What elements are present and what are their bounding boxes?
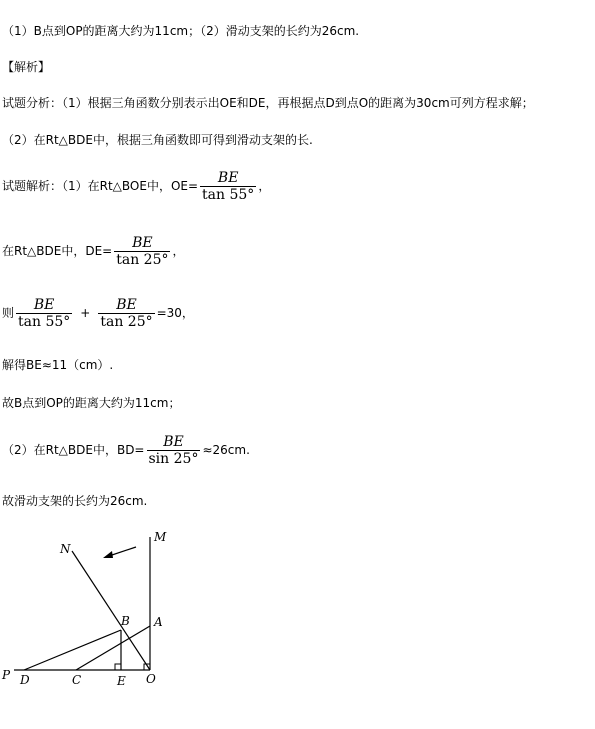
step2-prefix: 在Rt△BDE中，DE= bbox=[2, 244, 113, 258]
label-p: P bbox=[2, 668, 11, 682]
step2-numerator: BE bbox=[114, 235, 170, 252]
analysis-line-1: 试题分析：（1）根据三角函数分别表示出OE和DE，再根据点D到点O的距离为30cm可列方程求解； bbox=[2, 96, 534, 110]
step1-denominator: tan 55° bbox=[202, 186, 255, 203]
step2-suffix: ， bbox=[172, 244, 185, 258]
step6-prefix: （2）在Rt△BDE中，BD= bbox=[2, 443, 145, 457]
right-angle-e bbox=[115, 664, 121, 670]
solution-step-4: 解得BE≈11（cm）. bbox=[2, 358, 114, 372]
analysis-heading: 【解析】 bbox=[2, 60, 51, 74]
step3-denominator-2: tan 25° bbox=[100, 313, 153, 330]
solution-step-3 bbox=[2, 293, 194, 333]
step2-fraction bbox=[114, 235, 170, 269]
step2-denominator: tan 25° bbox=[116, 251, 169, 268]
solution-step-1 bbox=[2, 166, 270, 206]
segment-bd bbox=[24, 630, 121, 670]
label-m: M bbox=[154, 530, 167, 544]
step3-fraction-1 bbox=[16, 297, 72, 331]
step1-numerator: BE bbox=[200, 170, 256, 187]
step1-fraction bbox=[200, 170, 256, 204]
solution-step-6 bbox=[2, 430, 250, 470]
step3-numerator-1: BE bbox=[16, 297, 72, 314]
solution-step-7: 故滑动支架的长约为26cm. bbox=[2, 494, 148, 508]
line-no bbox=[72, 551, 150, 670]
solution-step-5: 故B点到OP的距离大约为11cm； bbox=[2, 396, 181, 410]
step3-numerator-2: BE bbox=[98, 297, 154, 314]
step3-suffix: =30， bbox=[156, 306, 194, 320]
step6-suffix: ≈26cm. bbox=[202, 443, 250, 457]
step3-plus: + bbox=[80, 306, 91, 320]
step6-denominator: sin 25° bbox=[148, 450, 199, 467]
step3-prefix: 则 bbox=[2, 306, 15, 320]
answer-line: （1）B点到OP的距离大约为11cm；（2）滑动支架的长约为26cm. bbox=[2, 24, 360, 38]
geometry-diagram bbox=[0, 525, 200, 690]
step6-numerator: BE bbox=[147, 434, 201, 451]
step3-denominator-1: tan 55° bbox=[18, 313, 71, 330]
step1-prefix: 试题解析：（1）在Rt△BOE中，OE= bbox=[2, 179, 199, 193]
label-a: A bbox=[154, 615, 163, 629]
segment-ac bbox=[76, 626, 150, 670]
step3-fraction-2 bbox=[98, 297, 154, 331]
label-c: C bbox=[72, 673, 82, 687]
label-d: D bbox=[20, 673, 30, 687]
label-n: N bbox=[60, 542, 71, 556]
arrow-head bbox=[103, 551, 113, 558]
label-o: O bbox=[146, 672, 156, 686]
step1-suffix: ， bbox=[258, 179, 271, 193]
label-e: E bbox=[117, 674, 126, 688]
step6-fraction bbox=[147, 434, 201, 468]
solution-step-2 bbox=[2, 231, 185, 271]
label-b: B bbox=[121, 614, 130, 628]
analysis-line-2: （2）在Rt△BDE中，根据三角函数即可得到滑动支架的长. bbox=[2, 133, 313, 147]
